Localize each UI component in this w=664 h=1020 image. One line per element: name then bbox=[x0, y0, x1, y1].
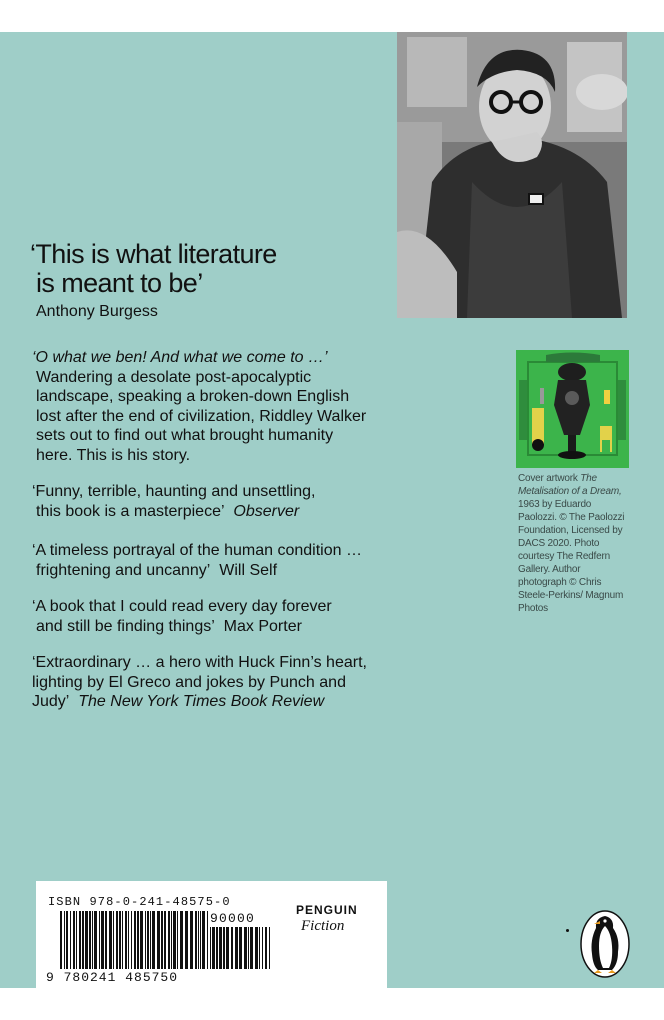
blurb bbox=[32, 348, 396, 465]
barcode-bar bbox=[145, 911, 146, 969]
barcode-bar bbox=[105, 911, 107, 969]
barcode-bar bbox=[128, 911, 129, 969]
blurb-line: here. This is his story. bbox=[36, 446, 191, 464]
barcode-panel bbox=[36, 881, 387, 988]
headline-line-1: ‘This is what literature bbox=[30, 239, 277, 269]
blurb-quote: ‘O what we ben! And what we come to …’ bbox=[32, 349, 328, 366]
barcode-bar bbox=[60, 911, 62, 969]
headline-line-2: is meant to be’ bbox=[36, 268, 203, 298]
barcode-bar bbox=[180, 911, 183, 969]
review-nyt bbox=[32, 653, 402, 712]
barcode-bar bbox=[259, 927, 260, 969]
barcode-bar bbox=[223, 927, 225, 969]
credit-title: The Metalisation of a Dream, bbox=[518, 473, 622, 497]
barcode-bar bbox=[131, 911, 132, 969]
penguin-logo bbox=[580, 910, 630, 978]
barcode-bar bbox=[140, 911, 143, 969]
review-source: Max Porter bbox=[223, 617, 302, 635]
barcode-bar bbox=[79, 911, 81, 969]
barcode-bar bbox=[116, 911, 118, 969]
barcode-bar bbox=[262, 927, 263, 969]
publisher-name: PENGUIN bbox=[296, 903, 358, 917]
blurb-line: sets out to find out what brought humanity bbox=[36, 427, 334, 444]
cover-credit bbox=[518, 472, 628, 615]
review-max-porter bbox=[32, 597, 402, 636]
barcode-bar bbox=[269, 927, 270, 969]
barcode-bar bbox=[125, 911, 127, 969]
barcode-bar bbox=[210, 927, 211, 969]
credit-prefix: Cover artwork bbox=[518, 473, 578, 484]
review-source: Will Self bbox=[219, 561, 278, 579]
sculpture-artwork bbox=[516, 350, 629, 468]
barcode-bar bbox=[82, 911, 84, 969]
barcode-bar bbox=[255, 927, 258, 969]
barcode-digits: 9 780241 485750 bbox=[46, 970, 179, 985]
barcode-bar bbox=[109, 911, 112, 969]
barcode-bar bbox=[64, 911, 65, 969]
review-line: ‘Funny, terrible, haunting and unsettling, bbox=[32, 483, 316, 500]
penguin-logo-icon bbox=[580, 910, 630, 978]
review-source: The New York Times Book Review bbox=[78, 693, 325, 710]
barcode-bar bbox=[92, 911, 93, 969]
barcode-bar bbox=[168, 911, 170, 969]
review-line: ‘A book that I could read every day forever bbox=[32, 598, 332, 615]
barcode-bar bbox=[137, 911, 139, 969]
headline-attribution: Anthony Burgess bbox=[36, 303, 158, 320]
barcode-bar bbox=[157, 911, 160, 969]
barcode-bar bbox=[76, 911, 77, 969]
barcode-bar bbox=[164, 911, 166, 969]
barcode-bar bbox=[177, 911, 178, 969]
blurb-line: landscape, speaking a broken-down English bbox=[36, 388, 350, 405]
blurb-line: Wandering a desolate post-apocalyptic bbox=[36, 368, 312, 386]
review-observer bbox=[32, 482, 402, 521]
barcode-bar bbox=[235, 927, 238, 969]
barcode-bar bbox=[85, 911, 88, 969]
review-line: lighting by El Greco and jokes by Punch and bbox=[32, 673, 346, 691]
barcode-bar bbox=[226, 927, 229, 969]
barcode-bar bbox=[119, 911, 121, 969]
review-line: ‘Extraordinary … a hero with Huck Finn’s heart, bbox=[32, 654, 367, 671]
series-name: Fiction bbox=[301, 918, 345, 934]
isbn-label: ISBN 978-0-241-48575-0 bbox=[48, 895, 231, 909]
review-will-self bbox=[32, 541, 402, 580]
author-photo-image bbox=[397, 32, 627, 318]
barcode-bar bbox=[202, 911, 205, 969]
barcode-bar bbox=[239, 927, 242, 969]
review-source: Observer bbox=[233, 502, 300, 520]
barcode-bar bbox=[161, 911, 163, 969]
back-cover bbox=[0, 32, 664, 988]
barcode-bar bbox=[185, 911, 188, 969]
barcode-bar bbox=[89, 911, 91, 969]
barcode-bar bbox=[231, 927, 233, 969]
cover-artwork bbox=[516, 350, 629, 468]
barcode-bar bbox=[195, 911, 197, 969]
headline-quote bbox=[30, 240, 370, 298]
barcode-bar bbox=[171, 911, 172, 969]
blurb-line: lost after the end of civilization, Riddley Walker bbox=[36, 407, 367, 425]
credit-rest: 1963 by Eduardo Paolozzi. © The Paolozzi Foundation, Licensed by DACS 2020. Photo courtesy The Redfern Gallery. Author photograph © Chris Steele-Perkins/ Magnum Photos bbox=[518, 499, 625, 614]
barcode-addon bbox=[210, 927, 272, 969]
barcode-bar bbox=[150, 911, 151, 969]
barcode-bar bbox=[216, 927, 218, 969]
barcode-bar bbox=[198, 911, 199, 969]
barcode-bar bbox=[265, 927, 267, 969]
barcode-bar bbox=[212, 927, 215, 969]
barcode-bar bbox=[113, 911, 114, 969]
review-line: frightening and uncanny’ bbox=[36, 561, 211, 579]
review-line: ‘A timeless portrayal of the human condition … bbox=[32, 542, 362, 559]
barcode-bar bbox=[190, 911, 193, 969]
barcode-bar bbox=[147, 911, 149, 969]
barcode-bar bbox=[94, 911, 97, 969]
barcode-bar bbox=[250, 927, 253, 969]
decorative-dot bbox=[566, 929, 569, 932]
review-line: this book is a masterpiece’ bbox=[36, 502, 225, 520]
barcode-bar bbox=[101, 911, 104, 969]
review-line: Judy’ bbox=[32, 693, 70, 710]
barcode-addon-digits: 90000 bbox=[210, 911, 256, 926]
barcode-bar bbox=[152, 911, 155, 969]
review-line: and still be finding things’ bbox=[36, 617, 215, 635]
barcode-bar bbox=[134, 911, 136, 969]
barcode-bar bbox=[66, 911, 68, 969]
barcode-bar bbox=[73, 911, 75, 969]
author-photo bbox=[397, 32, 627, 318]
barcode-bar bbox=[207, 911, 208, 969]
barcode-bar bbox=[248, 927, 249, 969]
barcode-bar bbox=[173, 911, 176, 969]
barcode-bar bbox=[99, 911, 100, 969]
barcode bbox=[60, 911, 210, 969]
barcode-bar bbox=[200, 911, 201, 969]
barcode-bar bbox=[122, 911, 123, 969]
barcode-bar bbox=[219, 927, 222, 969]
barcode-bar bbox=[70, 911, 71, 969]
barcode-bar bbox=[244, 927, 247, 969]
